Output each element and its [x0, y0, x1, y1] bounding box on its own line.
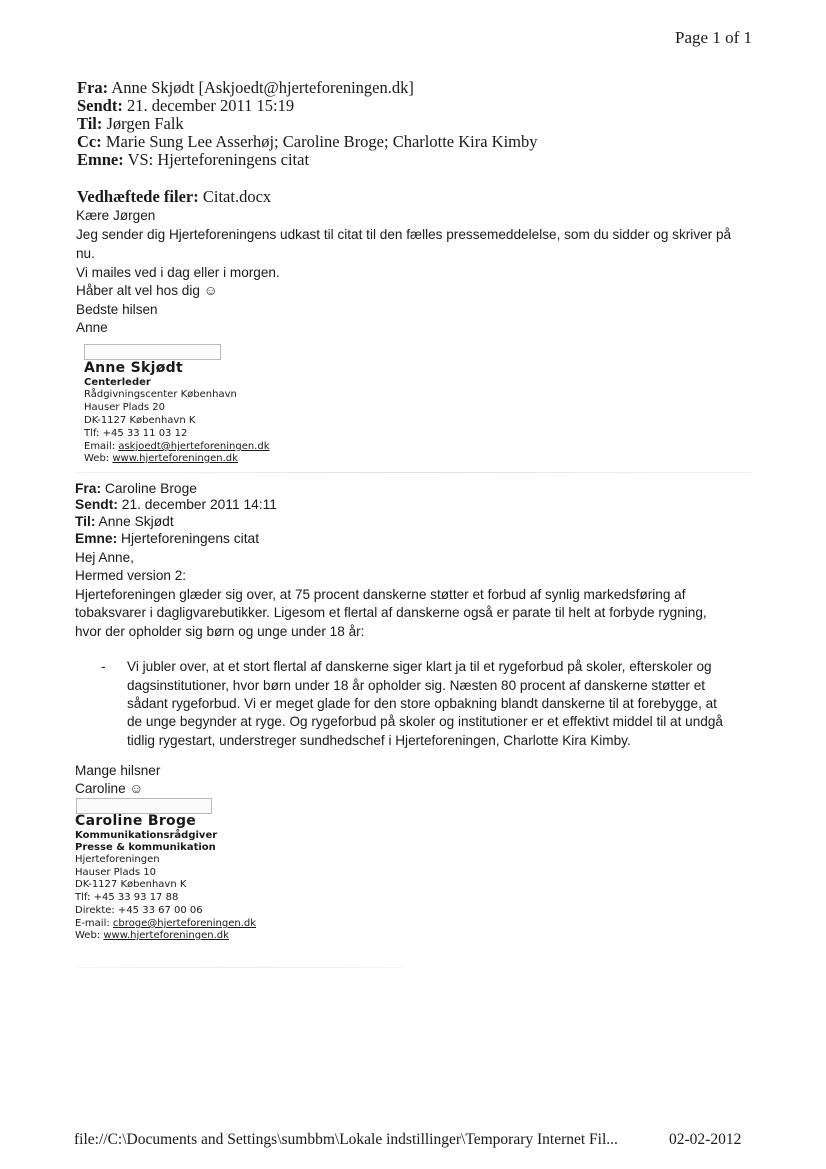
signature-title: Centerleder	[84, 377, 151, 388]
email2-from	[75, 480, 197, 498]
quote-line: tidlig rygestart, understreger sundhedschef i Hjerteforeningen, Charlotte Kira Kimby.	[127, 733, 631, 748]
email2-body-line: tobaksvarer i dagligvarebutikker. Ligesom et flertal af danskerne også er parate til helt at forbyde rygning,	[75, 605, 707, 620]
signature-web	[84, 453, 238, 466]
signature-title: Presse & kommunikation	[75, 842, 216, 853]
message-divider	[76, 472, 752, 473]
email1-body-line: Anne	[76, 320, 108, 335]
subject-value: Hjerteforeningens citat	[121, 531, 260, 546]
email1-body-line: Jeg sender dig Hjerteforeningens udkast til citat til den fælles pressemeddelelse, som du sidder og skriver på	[76, 227, 732, 242]
email1-attachments	[77, 187, 271, 206]
email2-sent	[75, 496, 277, 514]
signature-line: Hauser Plads 10	[75, 867, 157, 878]
email2-body-line: Hermed version 2:	[75, 568, 187, 583]
email1-subject	[77, 150, 309, 169]
web-link[interactable]: www.hjerteforeningen.dk	[112, 453, 238, 464]
from-label: Fra:	[75, 481, 102, 496]
signature-web-label: Web:	[75, 930, 101, 941]
signature-line: Direkte: +45 33 67 00 06	[75, 905, 203, 916]
signature-email-label: Email:	[84, 441, 116, 452]
sent-label: Sendt:	[77, 96, 123, 115]
to-value: Jørgen Falk	[106, 114, 184, 133]
signature-line: Tlf: +45 33 11 03 12	[84, 428, 188, 439]
signature-name: Anne Skjødt	[84, 360, 183, 376]
email1-cc	[77, 132, 538, 151]
footer-date: 02-02-2012	[669, 1131, 742, 1148]
quote-line: sådant rygeforbud. Vi er meget glade for den store opbakning blandt danskerne til at forebygge, at	[127, 696, 717, 711]
signature-logo-placeholder	[84, 344, 221, 360]
signature-line: Tlf: +45 33 93 17 88	[75, 892, 179, 903]
sent-value: 21. december 2011 14:11	[121, 497, 277, 512]
cc-value: Marie Sung Lee Asserhøj; Caroline Broge; Charlotte Kira Kimby	[105, 132, 538, 151]
email2-body-line: Hjerteforeningen glæder sig over, at 75 procent danskerne støtter et forbud af synlig markedsføring af	[75, 587, 686, 602]
email1-body-line: Håber alt vel hos dig ☺	[76, 283, 218, 298]
web-link[interactable]: www.hjerteforeningen.dk	[103, 930, 229, 941]
sent-label: Sendt:	[75, 497, 118, 512]
attachments-label: Vedhæftede filer:	[77, 187, 199, 206]
email1-body-line: Bedste hilsen	[76, 302, 158, 317]
quote-line: de unge begynder at ryge. Og rygeforbud på skoler og institutioner er et effektivt middel til at undgå	[127, 714, 723, 729]
to-value: Anne Skjødt	[98, 514, 174, 529]
email2-to	[75, 513, 174, 531]
email1-to	[77, 114, 184, 133]
subject-label: Emne:	[77, 150, 124, 169]
bullet-marker: -	[101, 659, 106, 674]
signature-email	[75, 918, 256, 931]
email1-body-line: Vi mailes ved i dag eller i morgen.	[76, 265, 280, 280]
footer-file-path: file://C:\Documents and Settings\sumbbm\Lokale indstillinger\Temporary Internet Fil...	[74, 1131, 618, 1148]
signature-logo-placeholder	[76, 798, 212, 814]
signature-line: Hauser Plads 20	[84, 402, 166, 413]
email2-subject	[75, 530, 259, 548]
email1-from	[77, 78, 414, 97]
email2-body-line: hvor der opholder sig børn og unge under 18 år:	[75, 624, 365, 639]
signature-line: DK-1127 København K	[84, 415, 196, 426]
signature-name: Caroline Broge	[75, 813, 197, 829]
cc-label: Cc:	[77, 132, 102, 151]
closing-line: Caroline ☺	[75, 781, 144, 796]
signature-line: DK-1127 København K	[75, 879, 187, 890]
signature-web	[75, 930, 229, 943]
signature-web-label: Web:	[84, 453, 110, 464]
email1-body-line: Kære Jørgen	[76, 208, 156, 223]
subject-label: Emne:	[75, 531, 118, 546]
email1-body-line: nu.	[76, 246, 95, 261]
signature-line: Hjerteforeningen	[75, 854, 160, 865]
signature-divider	[75, 967, 405, 968]
from-value: Anne Skjødt [Askjoedt@hjerteforeningen.dk]	[111, 78, 414, 97]
email-link[interactable]: askjoedt@hjerteforeningen.dk	[118, 441, 270, 452]
closing-line: Mange hilsner	[75, 763, 161, 778]
signature-title: Kommunikationsrådgiver	[75, 830, 218, 841]
to-label: Til:	[75, 514, 96, 529]
email2-body-line: Hej Anne,	[75, 550, 134, 565]
attachment-link[interactable]: Citat.docx	[202, 187, 272, 206]
sent-value: 21. december 2011 15:19	[126, 96, 295, 115]
email-link[interactable]: cbroge@hjerteforeningen.dk	[112, 918, 257, 929]
subject-value: VS: Hjerteforeningens citat	[127, 150, 310, 169]
signature-email	[84, 441, 270, 454]
quote-line: dagsinstitutioner, hvor børn under 18 år opholder sig. Næsten 80 procent af danskerne støtter et	[127, 678, 706, 693]
signature-email-label: E-mail:	[75, 918, 110, 929]
from-value: Caroline Broge	[104, 481, 197, 496]
signature-line: Rådgivningscenter København	[84, 389, 237, 400]
quote-line: Vi jubler over, at et stort flertal af danskerne siger klart ja til et rygeforbud på skoler, efterskoler og	[127, 659, 712, 674]
from-label: Fra:	[77, 78, 109, 97]
to-label: Til:	[77, 114, 103, 133]
page-number: Page 1 of 1	[675, 28, 752, 47]
email1-sent	[77, 96, 294, 115]
